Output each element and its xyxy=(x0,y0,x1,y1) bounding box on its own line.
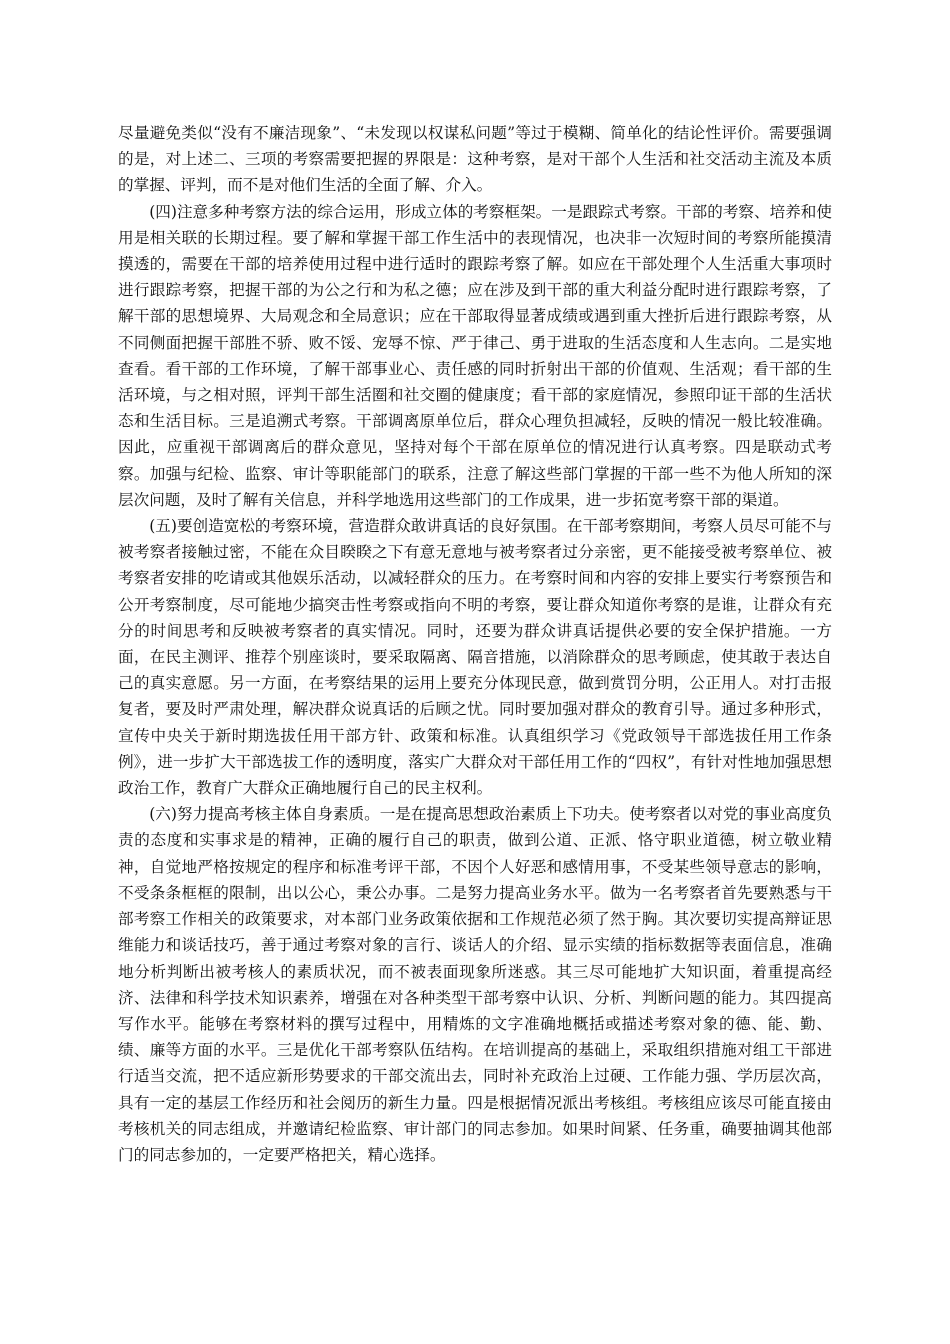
document-body xyxy=(118,120,832,1168)
paragraph-section-6: (六)努力提高考核主体自身素质。一是在提高思想政治素质上下功夫。使考察者以对党的事业高度负责的态度和实事求是的精神，正确的履行自己的职责，做到公道、正派、恪守职业道德，树立敬业精神，自觉地严格按规定的程序和标准考评干部，不因个人好恶和感情用事，不受某些领导意志的影响，不受条条框框的限制，出以公心，秉公办事。二是努力提高业务水平。做为一名考察者首先要熟悉与干部考察工作相关的政策要求，对本部门业务政策依据和工作规范必须了然于胸。其次要切实提高辩证思维能力和谈话技巧，善于通过考察对象的言行、谈话人的介绍、显示实绩的指标数据等表面信息，准确地分析判断出被考核人的素质状况，而不被表面现象所迷惑。其三尽可能地扩大知识面，着重提高经济、法律和科学技术知识素养，增强在对各种类型干部考察中认识、分析、判断问题的能力。其四提高写作水平。能够在考察材料的撰写过程中，用精炼的文字准确地概括或描述考察对象的德、能、勤、绩、廉等方面的水平。三是优化干部考察队伍结构。在培训提高的基础上，采取组织措施对组工干部进行适当交流，把不适应新形势要求的干部交流出去，同时补充政治上过硬、工作能力强、学历层次高，具有一定的基层工作经历和社会阅历的新生力量。四是根据情况派出考核组。考核组应该尽可能直接由考核机关的同志组成，并邀请纪检监察、审计部门的同志参加。如果时间紧、任务重，确要抽调其他部门的同志参加的，一定要严格把关，精心选择。 xyxy=(118,805,832,1164)
paragraph-section-4: (四)注意多种考察方法的综合运用，形成立体的考察框架。一是跟踪式考察。干部的考察、培养和使用是相关联的长期过程。要了解和掌握干部工作生活中的表现情况，也决非一次短时间的考察所能摸清摸透的，需要在干部的培养使用过程中进行适时的跟踪考察了解。如应在干部处理个人生活重大事项时进行跟踪考察，把握干部的为公之行和为私之德；应在涉及到干部的重大利益分配时进行跟踪考察，了解干部的思想境界、大局观念和全局意识；应在干部取得显著成绩或遇到重大挫折后进行跟踪考察，从不同侧面把握干部胜不骄、败不馁、宠辱不惊、严于律己、勇于进取的生活态度和人生志向。二是实地查看。看干部的工作环境，了解干部事业心、责任感的同时折射出干部的价值观、生活观；看干部的生活环境，与之相对照，评判干部生活圈和社交圈的健康度；看干部的家庭情况，参照印证干部的生活状态和生活目标。三是追溯式考察。干部调离原单位后，群众心理负担减轻，反映的情况一般比较准确。因此，应重视干部调离后的群众意见，坚持对每个干部在原单位的情况进行认真考察。四是联动式考察。加强与纪检、监察、审计等职能部门的联系，注意了解这些部门掌握的干部一些不为他人所知的深层次问题，及时了解有关信息，并科学地选用这些部门的工作成果，进一步拓宽考察干部的渠道。 xyxy=(118,202,832,509)
paragraph-continuation: 尽量避免类似“没有不廉洁现象”、“未发现以权谋私问题”等过于模糊、简单化的结论性评价。需要强调的是，对上述二、三项的考察需要把握的界限是：这种考察，是对干部个人生活和社交活动主流及本质的掌握、评判，而不是对他们生活的全面了解、介入。 xyxy=(118,124,832,195)
paragraph-section-5: (五)要创造宽松的考察环境，营造群众敢讲真话的良好氛围。在干部考察期间，考察人员尽可能不与被考察者接触过密，不能在众目睽睽之下有意无意地与被考察者过分亲密，更不能接受被考察单位、被考察者安排的吃请或其他娱乐活动，以减轻群众的压力。在考察时间和内容的安排上要实行考察预告和公开考察制度，尽可能地少搞突击性考察或指向不明的考察，要让群众知道你考察的是谁，让群众有充分的时间思考和反映被考察者的真实情况。同时，还要为群众讲真话提供必要的安全保护措施。一方面，在民主测评、推荐个别座谈时，要采取隔离、隔音措施，以消除群众的思考顾虑，使其敢于表达自己的真实意愿。另一方面，在考察结果的运用上要充分体现民意，做到赏罚分明，公正用人。对打击报复者，要及时严肃处理，解决群众说真话的后顾之忧。同时要加强对群众的教育引导。通过多种形式，宣传中央关于新时期选拔任用干部方针、政策和标准。认真组织学习《党政领导干部选拔任用工作条例》，进一步扩大干部选拔工作的透明度，落实广大群众对干部任用工作的“四权”，有针对性地加强思想政治工作，教育广大群众正确地履行自己的民主权利。 xyxy=(118,517,832,798)
